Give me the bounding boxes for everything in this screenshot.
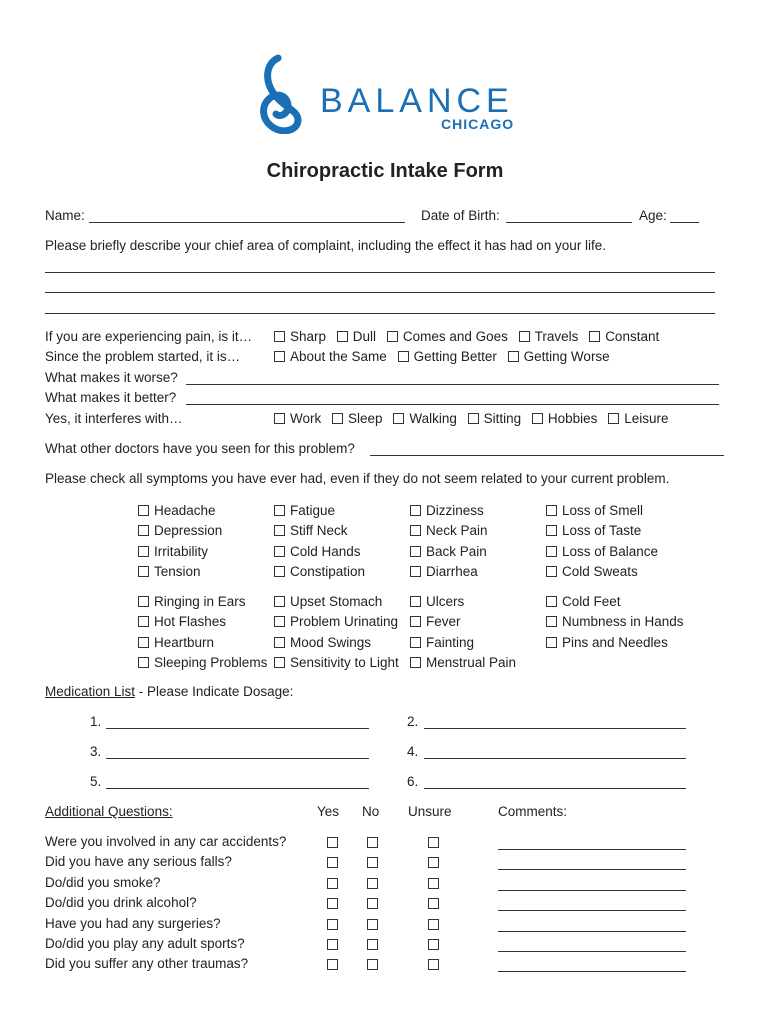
unsure-checkbox[interactable] <box>428 959 439 970</box>
symptom-item[interactable]: Hot Flashes <box>138 612 267 632</box>
symptom-item[interactable]: Cold Feet <box>546 592 684 612</box>
checkbox[interactable] <box>138 657 149 668</box>
checkbox[interactable] <box>274 505 285 516</box>
checkbox[interactable] <box>410 566 421 577</box>
comment-field[interactable] <box>498 951 686 952</box>
logo-city: CHICAGO <box>441 116 515 132</box>
checkbox[interactable] <box>138 566 149 577</box>
checkbox[interactable] <box>138 505 149 516</box>
header-no: No <box>362 804 380 819</box>
interferes-option[interactable]: Hobbies <box>532 411 598 426</box>
complaint-prompt: Please briefly describe your chief area of complaint, including the effect it has had on your life. <box>45 238 607 253</box>
symptom-column <box>274 501 365 583</box>
complaint-line[interactable] <box>45 313 715 314</box>
checkbox[interactable] <box>546 525 557 536</box>
medication-field[interactable] <box>424 758 686 759</box>
checkbox[interactable] <box>274 637 285 648</box>
symptom-item[interactable]: Heartburn <box>138 633 267 653</box>
medication-number: 3. <box>90 744 102 759</box>
no-checkbox[interactable] <box>367 959 378 970</box>
symptom-column <box>410 592 516 674</box>
medication-number: 2. <box>407 714 419 729</box>
medication-title: Medication List <box>45 684 136 699</box>
medication-field[interactable] <box>106 788 369 789</box>
checkbox[interactable] <box>138 596 149 607</box>
checkbox[interactable] <box>274 596 285 607</box>
since-label: Since the problem started, it is… <box>45 349 241 364</box>
pain-option[interactable]: Sharp <box>274 329 326 344</box>
since-option[interactable]: About the Same <box>274 349 387 364</box>
form-title: Chiropractic Intake Form <box>266 160 504 182</box>
symptom-item[interactable]: Cold Hands <box>274 542 365 562</box>
interferes-label: Yes, it interferes with… <box>45 411 183 426</box>
doctors-field[interactable] <box>370 455 724 456</box>
checkbox[interactable] <box>410 637 421 648</box>
checkbox[interactable] <box>410 525 421 536</box>
checkbox[interactable] <box>508 351 519 362</box>
dob-field[interactable] <box>506 222 632 223</box>
symptom-item[interactable]: Depression <box>138 521 222 541</box>
checkbox[interactable] <box>546 546 557 557</box>
age-field[interactable] <box>670 222 699 223</box>
symptom-column <box>410 501 488 583</box>
question-text: Were you involved in any car accidents? <box>45 834 287 849</box>
pain-options <box>274 329 666 344</box>
checkbox[interactable] <box>546 637 557 648</box>
symptom-item[interactable]: Irritability <box>138 542 222 562</box>
symptom-item[interactable]: Headache <box>138 501 222 521</box>
checkbox[interactable] <box>546 616 557 627</box>
age-label: Age: <box>639 208 667 223</box>
comment-field[interactable] <box>498 971 686 972</box>
question-row <box>45 895 725 915</box>
interferes-option[interactable]: Sitting <box>468 411 522 426</box>
since-options <box>274 349 617 364</box>
symptom-item[interactable]: Neck Pain <box>410 521 488 541</box>
symptom-item[interactable]: Back Pain <box>410 542 488 562</box>
since-option[interactable]: Getting Better <box>398 349 497 364</box>
unsure-checkbox[interactable] <box>428 939 439 950</box>
logo-brand: BALANCE <box>320 82 514 120</box>
checkbox[interactable] <box>410 657 421 668</box>
no-checkbox[interactable] <box>367 837 378 848</box>
name-field[interactable] <box>89 222 405 223</box>
since-option[interactable]: Getting Worse <box>508 349 610 364</box>
doctors-label: What other doctors have you seen for this problem? <box>45 441 355 456</box>
comment-field[interactable] <box>498 869 686 870</box>
checkbox[interactable] <box>337 331 348 342</box>
medication-field[interactable] <box>424 728 686 729</box>
question-row <box>45 875 725 895</box>
symptom-column <box>138 501 222 583</box>
medication-field[interactable] <box>106 758 369 759</box>
medication-number: 6. <box>407 774 419 789</box>
medication-heading <box>45 684 293 699</box>
yes-checkbox[interactable] <box>327 939 338 950</box>
symptom-item[interactable]: Mood Swings <box>274 633 399 653</box>
checkbox[interactable] <box>274 413 285 424</box>
symptom-item[interactable]: Sleeping Problems <box>138 653 267 673</box>
interferes-option[interactable]: Sleep <box>332 411 383 426</box>
checkbox[interactable] <box>274 331 285 342</box>
complaint-line[interactable] <box>45 292 715 293</box>
no-checkbox[interactable] <box>367 939 378 950</box>
medication-field[interactable] <box>424 788 686 789</box>
symptom-column <box>546 501 658 583</box>
symptom-item[interactable]: Loss of Balance <box>546 542 658 562</box>
symptom-item[interactable]: Loss of Smell <box>546 501 658 521</box>
symptom-item[interactable]: Stiff Neck <box>274 521 365 541</box>
yes-checkbox[interactable] <box>327 959 338 970</box>
question-text: Did you suffer any other traumas? <box>45 956 249 972</box>
unsure-checkbox[interactable] <box>428 857 439 868</box>
checkbox[interactable] <box>398 351 409 362</box>
comment-field[interactable] <box>498 910 686 911</box>
symptom-item[interactable]: Constipation <box>274 562 365 582</box>
symptoms-prompt: Please check all symptoms you have ever had, even if they do not seem related to your current problem. <box>45 471 670 486</box>
checkbox[interactable] <box>608 413 619 424</box>
symptom-item[interactable]: Dizziness <box>410 501 488 521</box>
worse-field[interactable] <box>186 384 719 385</box>
checkbox[interactable] <box>410 505 421 516</box>
yes-checkbox[interactable] <box>327 837 338 848</box>
symptom-item[interactable]: Cold Sweats <box>546 562 658 582</box>
unsure-checkbox[interactable] <box>428 898 439 909</box>
yes-checkbox[interactable] <box>327 898 338 909</box>
no-checkbox[interactable] <box>367 857 378 868</box>
symptom-item[interactable]: Menstrual Pain <box>410 653 516 673</box>
worse-label: What makes it worse? <box>45 370 178 385</box>
name-label: Name: <box>45 208 85 223</box>
symptom-item[interactable]: Tension <box>138 562 222 582</box>
yes-checkbox[interactable] <box>327 878 338 889</box>
medication-number: 1. <box>90 714 102 729</box>
symptom-item[interactable]: Upset Stomach <box>274 592 399 612</box>
checkbox[interactable] <box>589 331 600 342</box>
symptom-item[interactable]: Fever <box>410 612 516 632</box>
checkbox[interactable] <box>387 331 398 342</box>
dob-label: Date of Birth: <box>421 208 500 223</box>
pain-option[interactable]: Constant <box>589 329 659 344</box>
checkbox[interactable] <box>138 616 149 627</box>
yes-checkbox[interactable] <box>327 857 338 868</box>
yes-checkbox[interactable] <box>327 919 338 930</box>
question-row <box>45 936 725 956</box>
checkbox[interactable] <box>274 566 285 577</box>
symptom-item[interactable]: Ringing in Ears <box>138 592 267 612</box>
better-field[interactable] <box>186 404 719 405</box>
pain-option[interactable]: Dull <box>337 329 376 344</box>
question-text: Did you have any serious falls? <box>45 854 232 870</box>
interferes-option[interactable]: Walking <box>393 411 457 426</box>
complaint-line[interactable] <box>45 272 715 273</box>
symptom-column <box>138 592 267 674</box>
better-label: What makes it better? <box>45 390 177 405</box>
checkbox[interactable] <box>274 616 285 627</box>
question-text: Do/did you play any adult sports? <box>45 935 245 951</box>
question-row <box>45 854 725 874</box>
interferes-options <box>274 411 675 426</box>
unsure-checkbox[interactable] <box>428 919 439 930</box>
no-checkbox[interactable] <box>367 878 378 889</box>
additional-title: Additional Questions: <box>45 804 173 819</box>
pain-option[interactable]: Travels <box>519 329 579 344</box>
symptom-item[interactable]: Numbness in Hands <box>546 612 684 632</box>
checkbox[interactable] <box>138 546 149 557</box>
question-text: Have you had any surgeries? <box>45 915 221 931</box>
checkbox[interactable] <box>274 657 285 668</box>
checkbox[interactable] <box>410 546 421 557</box>
checkbox[interactable] <box>393 413 404 424</box>
symptom-item[interactable]: Diarrhea <box>410 562 488 582</box>
interferes-option[interactable]: Leisure <box>608 411 668 426</box>
question-row <box>45 956 725 976</box>
no-checkbox[interactable] <box>367 919 378 930</box>
unsure-checkbox[interactable] <box>428 837 439 848</box>
symptom-column <box>274 592 399 674</box>
header-comments: Comments: <box>498 804 568 819</box>
checkbox[interactable] <box>138 525 149 536</box>
interferes-option[interactable]: Work <box>274 411 321 426</box>
checkbox[interactable] <box>546 596 557 607</box>
comment-field[interactable] <box>498 890 686 891</box>
checkbox[interactable] <box>274 525 285 536</box>
checkbox[interactable] <box>410 616 421 627</box>
checkbox[interactable] <box>546 566 557 577</box>
checkbox[interactable] <box>532 413 543 424</box>
checkbox[interactable] <box>410 596 421 607</box>
symptom-item[interactable]: Fatigue <box>274 501 365 521</box>
pain-option[interactable]: Comes and Goes <box>387 329 508 344</box>
no-checkbox[interactable] <box>367 898 378 909</box>
symptom-item[interactable]: Pins and Needles <box>546 633 684 653</box>
additional-questions <box>45 834 725 977</box>
header-unsure: Unsure <box>408 804 452 819</box>
question-text: Do/did you drink alcohol? <box>45 895 197 911</box>
checkbox[interactable] <box>274 351 285 362</box>
unsure-checkbox[interactable] <box>428 878 439 889</box>
checkbox[interactable] <box>274 546 285 557</box>
checkbox[interactable] <box>138 637 149 648</box>
checkbox[interactable] <box>332 413 343 424</box>
symptom-item[interactable]: Problem Urinating <box>274 612 399 632</box>
symptom-item[interactable]: Ulcers <box>410 592 516 612</box>
medication-suffix: - Please Indicate Dosage: <box>135 684 294 699</box>
symptom-item[interactable]: Sensitivity to Light <box>274 653 399 673</box>
symptom-item[interactable]: Loss of Taste <box>546 521 658 541</box>
question-row <box>45 916 725 936</box>
symptom-column <box>546 592 684 653</box>
checkbox[interactable] <box>546 505 557 516</box>
pain-label: If you are experiencing pain, is it… <box>45 329 253 344</box>
comment-field[interactable] <box>498 849 686 850</box>
comment-field[interactable] <box>498 931 686 932</box>
header-yes: Yes <box>317 804 340 819</box>
medication-field[interactable] <box>106 728 369 729</box>
medication-number: 4. <box>407 744 419 759</box>
question-row <box>45 834 725 854</box>
question-text: Do/did you smoke? <box>45 874 161 890</box>
checkbox[interactable] <box>468 413 479 424</box>
symptom-item[interactable]: Fainting <box>410 633 516 653</box>
medication-number: 5. <box>90 774 102 789</box>
checkbox[interactable] <box>519 331 530 342</box>
balance-logo-mark <box>248 54 310 134</box>
